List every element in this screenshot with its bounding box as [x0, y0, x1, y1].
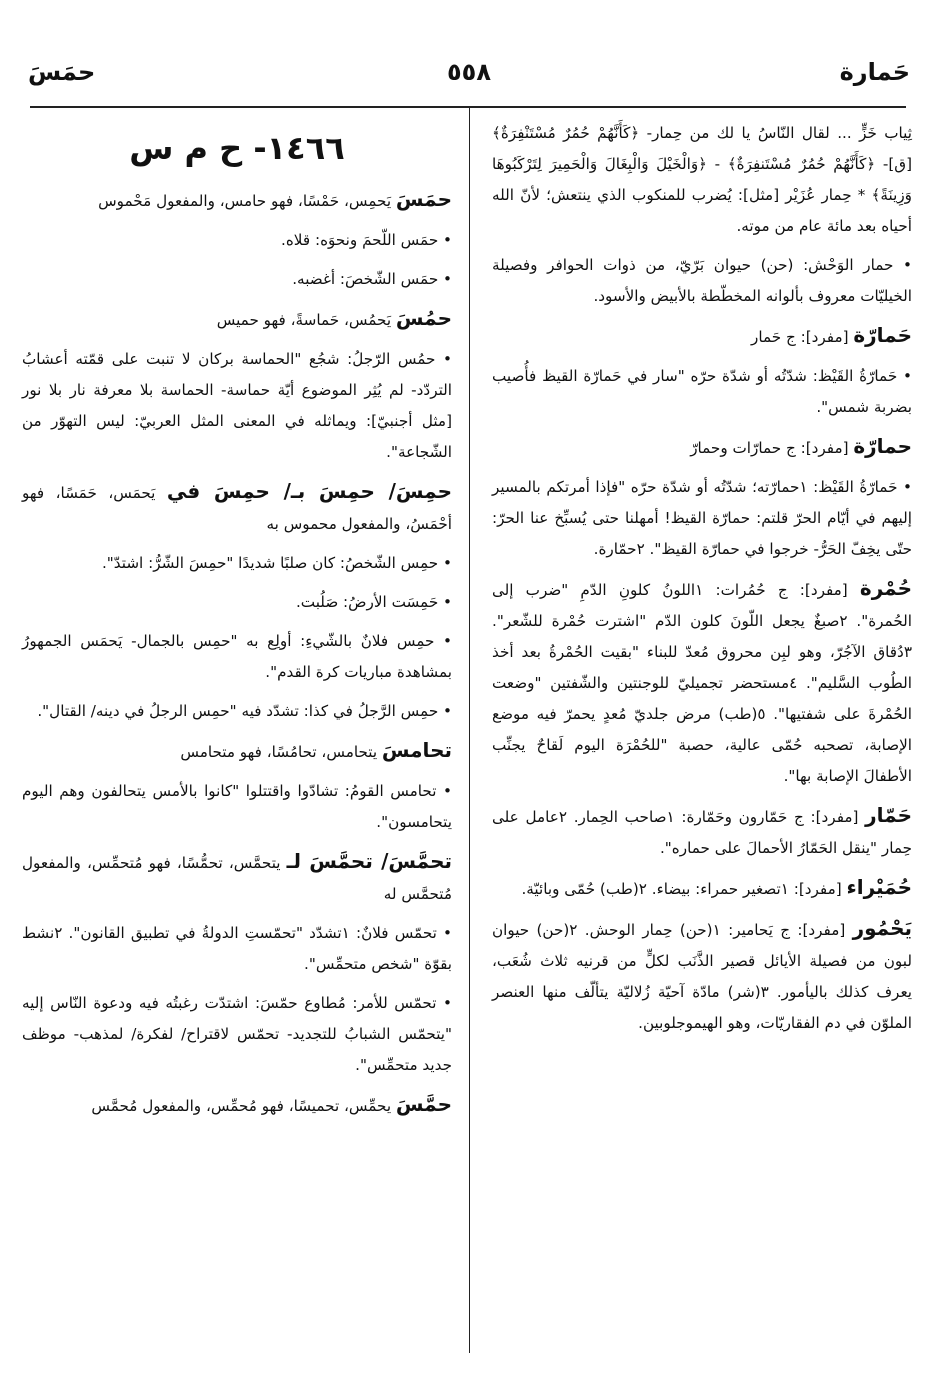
- header-last-word: حمَسَ: [28, 58, 96, 86]
- entry-paragraph: تحمَّسَ/ تحمَّسَ لـ يتحمَّس، تحمُّسًا، فهو مُتحمِّس، والمفعول مُتحمَّس له: [22, 849, 452, 903]
- entry-paragraph: حُمْرة [مفرد]: ج حُمُرات: ١اللونُ كلونِ الدّمِ "ضرب إلى الحُمرة". ٢صبغٌ يجعل اللّونَ كلون الدّم "اشترت حُمْرة للشّعر". ٣دُقاق الآجُرّ، وهو لبِن محروق مُعدّ للبناء "بقيت الحُمْرةُ بعد أخذ الطُوب السَّليم". ٤مستحضر تجميليّ للوجنتين والشّفتين "وضعت الحُمْرةَ على شفتيها". ٥(طب) مرض جلديّ مُعدٍ يحمرّ فيه موضع الإصابة، تصحبه حُمّى عالية، حصبة "للحُمْرَة اليوم لَقاحٌ يجنِّب الأطفالَ الإصابة بها".: [492, 576, 912, 785]
- entry-paragraph: حُمَيْراء [مفرد]: ١تصغير حمراء: بيضاء. ٢(طب) حُمّى وبائيّة.: [521, 875, 912, 899]
- entry-paragraph: • حمَس الشّخصَ: أغضبه.: [292, 270, 452, 288]
- header-rule: [30, 106, 906, 108]
- entry-paragraph: • حَمارّةُ القَيْظ: ١حمارّته؛ شدّتُه أو شدّة حرّه "فإذا أمرتكم بالمسير إليهم في أيّام الحرّ قلتم: حمارّة القيظ! أمهلنا حتى يُسبِّخ عنا الحرّ: حتّى يخِفّ الحَرُّ- خرجوا في حمارّة القيظ". ٢حمّارة.: [492, 478, 912, 558]
- entry-paragraph: • حَمِسَت الأرضُ: صَلُبت.: [295, 593, 452, 611]
- entry-paragraph: حمِسَ/ حمِسَ بـ/ حمِسَ في يَحمَس، حَمَسًا، فهو أحْمَسُ، والمفعول محموس به: [22, 479, 453, 533]
- headword: حَمارّة: [853, 323, 912, 347]
- entry-paragraph: • تحمّس فلانٌ: ١تشدّد "تحمّستِ الدولةُ في تطبيق القانون". ٢نشط بقوّة "شخص متحمِّس".: [22, 924, 452, 973]
- headword: حمُسَ: [395, 306, 452, 330]
- entry-paragraph: ثِياب خَزٍّ ... لقال النّاسُ يا لك من حِمار- ﴿كَأَنَّهُمْ حُمُرٌ مُسْتَنْفِرَةٌ﴾ [ق]- ﴿كَأَنَّهُمْ حُمُرٌ مُسْتَنفِرَةٌ﴾ - ﴿وَالْخَيْلَ وَالْبِغَالَ وَالْحَمِيرَ لِتَرْكَبُوهَا وَزِينَةً﴾ * حِمار عُزَيْر [مثل]: يُضرب للمنكوب الذي ينتعش؛ لأنّ الله أحياه بعد مائة عام من موته.: [492, 124, 912, 235]
- entry-paragraph: • حمَس اللّحمَ ونحوَه: قلاه.: [281, 231, 452, 249]
- page-header: [28, 58, 910, 98]
- headword: حمِسَ/ حمِسَ بـ/ حمِسَ في: [166, 479, 453, 503]
- headword: تحامسَ: [381, 738, 452, 762]
- entry-paragraph: حمُسَ يَحمُس، حَماسةً، فهو حميس: [216, 306, 452, 330]
- root-heading: ١٤٦٦- ح م س: [129, 129, 345, 167]
- entry-paragraph: يَحْمُور [مفرد]: ج يَحامير: ١(حن) حِمار الوحش. ٢(حن) حيوان لبون من فصيلة الأيائل قصير الذَّنَب لكلٍّ من قرنيه ثلاث شُعَب، يعرف كذلك باليأمور. ٣(شر) مادّة آحيّة زُلاليّة يتألّف منها العنصر الملوّن في دم الفقاريّات، وهو الهيموجلوبين.: [492, 916, 912, 1032]
- entry-paragraph: • حَمارّةُ القَيْظ: شدّتُه أو شدّة حرّه "سار في حَمارّة القيظ فأُصيب بضربة شمس".: [492, 367, 912, 416]
- entry-paragraph: حمَسَ يَحمِس، حَمْسًا، فهو حامس، والمفعول مَحْموس: [98, 187, 452, 211]
- entry-paragraph: • حمُس الرّجلُ: شجُع "الحماسة بركان لا تنبت على قمّته أعشابُ التردّد- لم يُثِر الموضوع أيّة حماسة- الحماسة بلا معرفة نار بلا نور [مثل أجنبيّ]: ويماثله في المعنى المثل العربيّ: ليس التهوّر من الشّجاعة".: [22, 350, 452, 461]
- entry-paragraph: تحامسَ يتحامس، تحامُسًا، فهو متحامس: [180, 738, 452, 762]
- headword: تحمَّسَ/ تحمَّسَ لـ: [286, 849, 452, 873]
- page-number: ٥٥٨: [447, 58, 491, 86]
- left-column: [22, 118, 452, 1130]
- headword: حُمَيْراء: [846, 875, 912, 899]
- entry-paragraph: حمَّسَ يحمِّس، تحميسًا، فهو مُحمِّس، والمفعول مُحمَّس: [91, 1092, 452, 1116]
- entry-paragraph: • حمار الوَحْش: (حن) حيوان بَرّيّ، من ذوات الحوافر وفصيلة الخيليّات معروف بألوانه المخطّطة بالأبيض والأسود.: [492, 256, 912, 305]
- headword: حمارّة: [853, 434, 912, 458]
- entry-paragraph: حَمارّة [مفرد]: ج حَمار: [750, 323, 912, 347]
- right-column: [492, 118, 912, 1047]
- entry-paragraph: حمارّة [مفرد]: ج حمارّات وحمارّ: [690, 434, 912, 458]
- column-divider: [469, 108, 470, 1353]
- header-first-word: حَمارة: [839, 58, 910, 86]
- entry-paragraph: • حمِس فلانٌ بالشّيءِ: أولِع به "حمِس بالجمال- يَحمَس الجمهورُ بمشاهدة مباريات كرة القدم".: [22, 632, 452, 681]
- entry-paragraph: • تحمّس للأمر: مُطاوع حمّسَ: اشتدّت رغبتُه فيه ودعوة النّاس إليه "يتحمّس الشبابُ للتجديد- تحمّس لاقتراح/ لفكرة/ لمذهب- موظف جديد متحمِّس".: [22, 994, 452, 1074]
- headword: حمَسَ: [395, 187, 452, 211]
- headword: حُمْرة: [859, 576, 912, 600]
- entry-paragraph: • تحامس القومُ: تشادّوا واقتتلوا "كانوا بالأمس يتحالفون وهم اليوم يتحامسون".: [22, 782, 452, 831]
- entry-paragraph: • حمِس الشّخصُ: كان صلبًا شديدًا "حمِسَ الشّرُّ: اشتدّ".: [101, 554, 452, 572]
- headword: حمَّسَ: [395, 1092, 452, 1116]
- entry-paragraph: حَمّار [مفرد]: ج حَمّارون وحَمّارة: ١صاحب الحِمار. ٢عامل على حِمار "ينقل الحَمّارُ الأحمالَ على حماره".: [492, 803, 913, 857]
- headword: حَمّار: [865, 803, 913, 827]
- headword: يَحْمُور: [852, 916, 912, 940]
- entry-paragraph: • حمِس الرَّجلُ في كذا: تشدّد فيه "حمِس الرجلُ في دينه/ القتال".: [37, 702, 452, 720]
